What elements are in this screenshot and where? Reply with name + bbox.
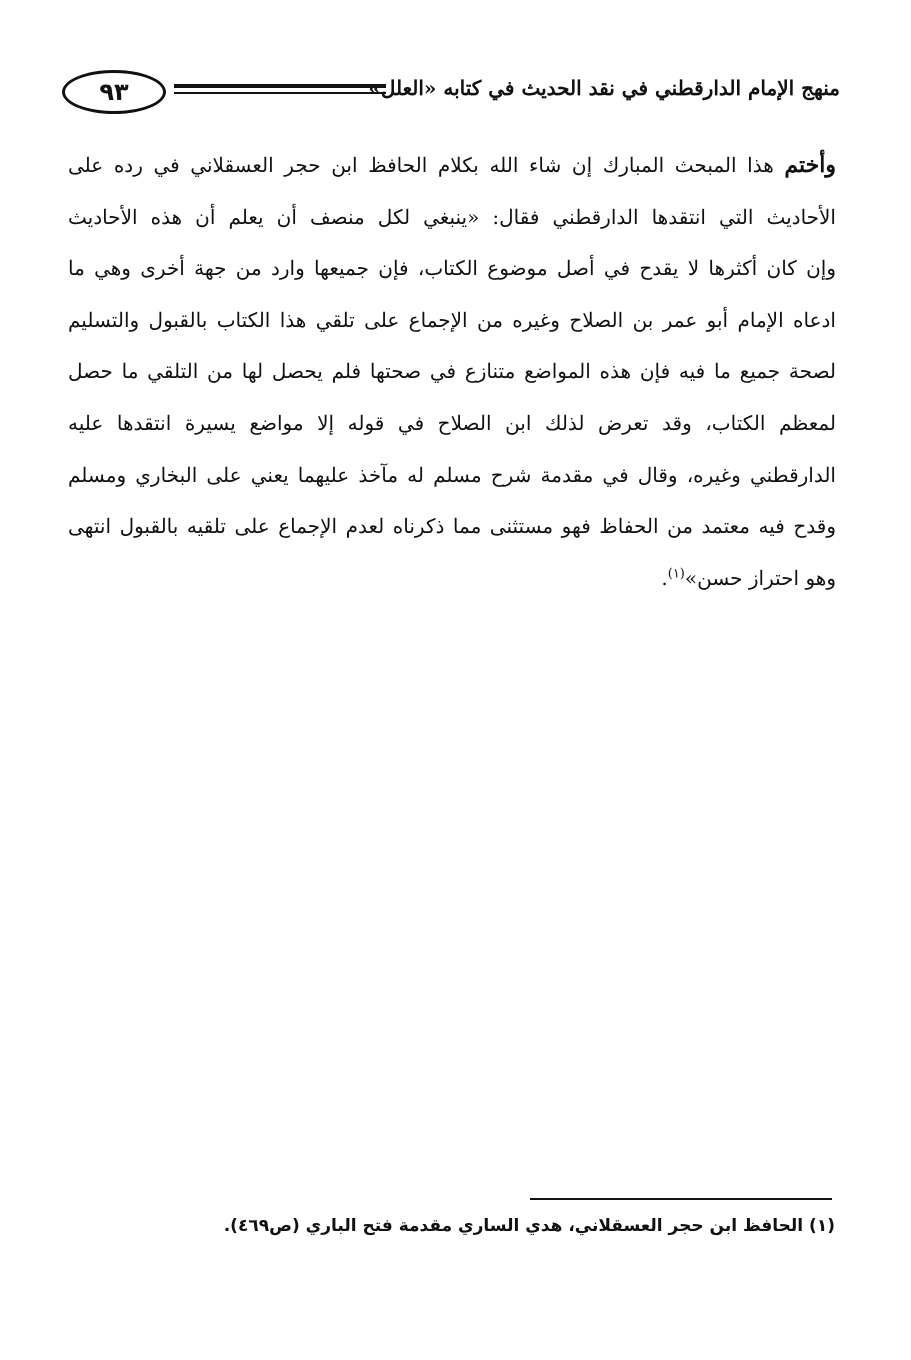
text-line-1 [68,140,836,192]
footnote-divider [530,1198,832,1200]
text-line-6: لمعظم الكتاب، وقد تعرض لذلك ابن الصلاح في قوله إلا مواضع يسيرة انتقدها عليه [68,410,836,435]
running-title: منهج الإمام الدارقطني في نقد الحديث في كتابه «العلل» [368,76,840,100]
header-double-rule [174,84,386,96]
text-line-8: وقدح فيه معتمد من الحفاظ فهو مستثنى مما ذكرناه لعدم الإجماع على تلقيه بالقبول انتهى [68,514,836,539]
text-line-2: الأحاديث التي انتقدها الدارقطني فقال: «ينبغي لكل منصف أن يعلم أن هذه الأحاديث [68,204,836,229]
closing-period: . [661,565,668,590]
text-line-7: الدارقطني وغيره، وقال في مقدمة شرح مسلم له مآخذ عليهما يعني على البخاري ومسلم [68,462,836,487]
footnote: (١) الحافظ ابن حجر العسقلاني، هدي الساري مقدمة فتح الباري (ص٤٦٩). [223,1216,835,1236]
text-line-4: ادعاه الإمام أبو عمر بن الصلاح وغيره من الإجماع على تلقي هذا الكتاب بالقبول والتسليم [68,307,836,332]
header-rule-thick [174,84,386,88]
page-number-badge [62,70,166,114]
lead-word: وأختم [784,152,836,178]
page-number: ٩٣ [99,78,129,106]
header-rule-thin [174,92,386,94]
text-line-1-rest: هذا المبحث المبارك إن شاء الله بكلام الحافظ ابن حجر العسقلاني في رده على [68,153,785,177]
text-line-9 [68,553,836,605]
footnote-reference[interactable]: (١) [667,566,685,582]
text-line-5: لصحة جميع ما فيه فإن هذه المواضع متنازع في صحتها فلم يحصل لها من التلقي ما حصل [68,359,836,384]
body-paragraph [68,140,836,604]
page-header [62,62,840,126]
text-line-9-text: وهو احتراز حسن» [684,565,836,590]
text-line-3: وإن كان أكثرها لا يقدح في أصل موضوع الكتاب، فإن جميعها وارد من جهة أخرى وهي ما [68,256,836,281]
